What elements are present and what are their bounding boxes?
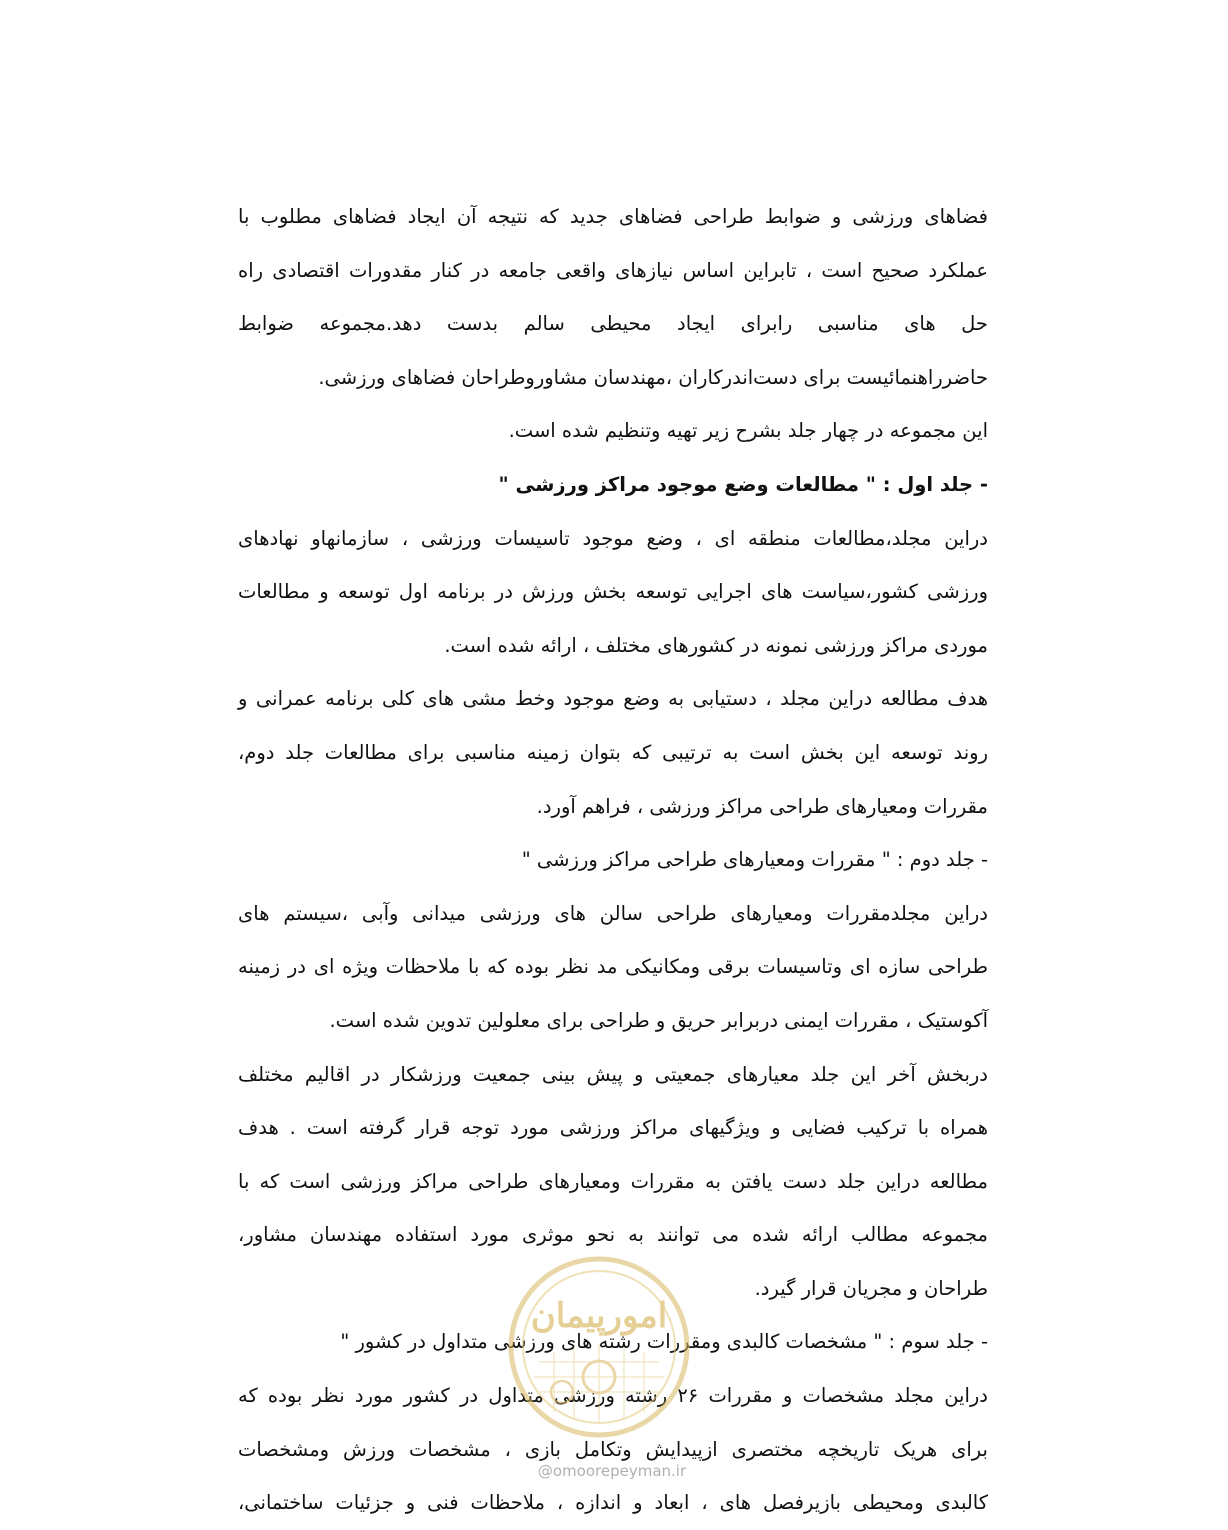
- text-line: روند توسعه این بخش است به ترتیبی که بتوان زمینه مناسبی برای مطالعات جلد دوم،: [238, 740, 988, 764]
- text-line: هدف مطالعه دراین مجلد ، دستیابی به وضع موجود وخط مشی های کلی برنامه عمرانی و: [238, 687, 988, 711]
- text-line: برای هریک تاریخچه مختصری ازپیدایش وتکامل بازی ، مشخصات ورزش ومشخصات: [238, 1437, 988, 1461]
- text-line: آکوستیک ، مقررات ایمنی دربرابر حریق و طراحی برای معلولین تدوین شده است.: [329, 1008, 988, 1032]
- text-line: - جلد دوم : " مقررات ومعیارهای طراحی مراکز ورزشی ": [521, 848, 988, 872]
- text-line: دراین مجلد،مطالعات منطقه ای ، وضع موجود تاسیسات ورزشی ، سازمانهاو نهادهای: [238, 526, 988, 550]
- text-line: فضاهای ورزشی و ضوابط طراحی فضاهای جدید که نتیجه آن ایجاد فضاهای مطلوب با: [238, 205, 988, 228]
- watermark-logo: [504, 1252, 694, 1442]
- text-line: عملکرد صحیح است ، تابراین اساس نیازهای واقعی جامعه در کنار مقدورات اقتصادی راه: [238, 258, 988, 282]
- text-line: این مجموعه در چهار جلد بشرح زیر تهیه وتنظیم شده است.: [508, 419, 988, 443]
- text-line: همراه با ترکیب فضایی و ویژگیهای مراکز ورزشی مورد توجه قرار گرفته است . هدف: [238, 1116, 988, 1140]
- watermark-url: @omoorepeyman.ir: [537, 1462, 687, 1480]
- watermark-logo-text: امورپیمان: [530, 1296, 668, 1336]
- text-line: - جلد اول : " مطالعات وضع موجود مراکز ورزشی ": [498, 472, 988, 496]
- text-line: دراین مجلدمقررات ومعیارهای طراحی سالن های ورزشی میدانی وآبی ،سیستم های: [238, 901, 988, 925]
- text-line: طراحان و مجریان قرار گیرد.: [754, 1276, 988, 1300]
- text-line: حل های مناسبی رابرای ایجاد محیطی سالم بدست دهد.مجموعه ضوابط: [238, 312, 988, 336]
- text-line: مطالعه دراین جلد دست یافتن به مقررات ومعیارهای طراحی مراکز ورزشی است که با: [238, 1169, 988, 1193]
- text-line: - جلد سوم : " مشخصات کالبدی ومقررات رشته های ورزشی متداول در کشور ": [340, 1330, 988, 1354]
- text-line: کالبدی ومحیطی بازیرفصل های ، ابعاد و اندازه ، ملاحظات فنی و جزئیات ساختمانی،: [238, 1491, 988, 1515]
- text-line: مجموعه مطالب ارائه شده می توانند به نحو موثری مورد استفاده مهندسان مشاور،: [238, 1223, 988, 1247]
- text-line: حاضرراهنمائیست برای دست‌اندرکاران ،مهندسان مشاوروطراحان فضاهای ورزشی.: [318, 365, 988, 389]
- text-line: مقررات ومعیارهای طراحی مراکز ورزشی ، فراهم آورد.: [536, 794, 988, 818]
- text-line: دربخش آخر این جلد معیارهای جمعیتی و پیش بینی جمعیت ورزشکار در اقالیم مختلف: [238, 1062, 988, 1086]
- text-line: موردی مراکز ورزشی نمونه در کشورهای مختلف ، ارائه شده است.: [444, 633, 988, 657]
- text-line: دراین مجلد مشخصات و مقررات ۲۶ رشته ورزشی متداول در کشور مورد نظر بوده که: [238, 1384, 988, 1408]
- text-line: ورزشی کشور،سیاست های اجرایی توسعه بخش ورزش در برنامه اول توسعه و مطالعات: [238, 580, 988, 604]
- text-line: طراحی سازه ای وتاسیسات برقی ومکانیکی مد نظر بوده که با ملاحظات ویژه ای در زمینه: [238, 955, 988, 979]
